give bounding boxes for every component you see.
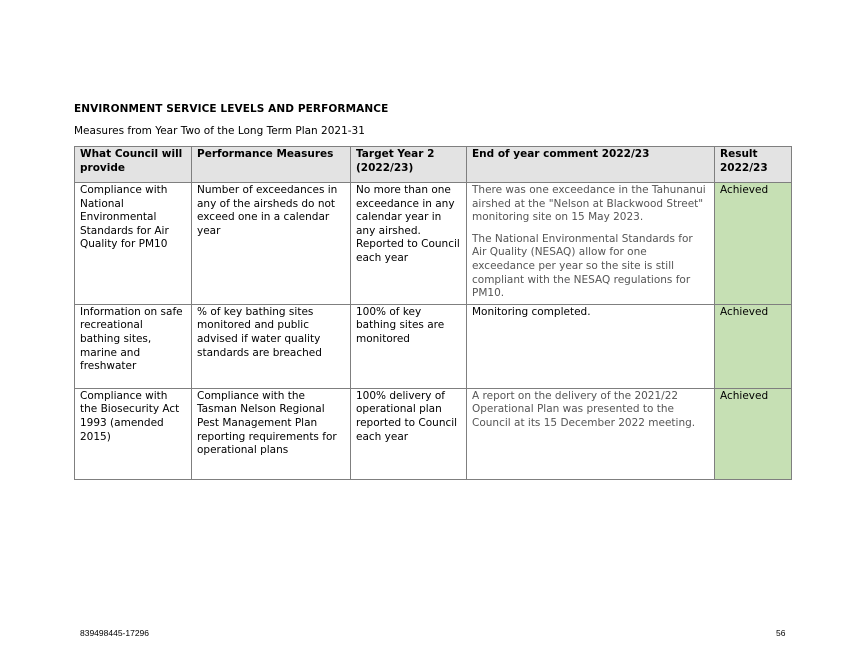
cell-provide: Information on safe recreational bathing sites, marine and freshwater (75, 304, 192, 388)
cell-target: 100% of key bathing sites are monitored (351, 304, 467, 388)
comment-paragraph: There was one exceedance in the Tahunanui airshed at the "Nelson at Blackwood Street" monitoring site on 15 May 2023. (472, 184, 706, 224)
cell-provide: Compliance with the Biosecurity Act 1993 (amended 2015) (75, 388, 192, 479)
footer-page-number: 56 (776, 628, 786, 638)
comment-paragraph: Monitoring completed. (472, 305, 591, 318)
header-what-council-will-provide: What Council will provide (75, 147, 192, 183)
comment-paragraph: A report on the delivery of the 2021/22 Operational Plan was presented to the Council at its 15 December 2022 meeting. (472, 389, 696, 429)
cell-comment (467, 183, 715, 305)
header-end-of-year-comment: End of year comment 2022/23 (467, 147, 715, 183)
header-target-year-2: Target Year 2 (2022/23) (351, 147, 467, 183)
table-row (75, 388, 792, 479)
cell-measure: % of key bathing sites monitored and public advised if water quality standards are breached (192, 304, 351, 388)
comment-paragraph: The National Environmental Standards for Air Quality (NESAQ) allow for one exceedance per year so the site is still compliant with the NESAQ regulations for PM10. (472, 232, 693, 300)
cell-comment (467, 304, 715, 388)
cell-measure: Compliance with the Tasman Nelson Regional Pest Management Plan reporting requirements for operational plans (192, 388, 351, 479)
cell-target: 100% delivery of operational plan reported to Council each year (351, 388, 467, 479)
cell-comment (467, 388, 715, 479)
header-result: Result 2022/23 (715, 147, 792, 183)
table-row (75, 183, 792, 305)
cell-target: No more than one exceedance in any calendar year in any airshed. Reported to Council each year (351, 183, 467, 305)
section-subheading: Measures from Year Two of the Long Term Plan 2021-31 (74, 125, 365, 137)
table-header-row (75, 147, 792, 183)
performance-table (74, 146, 792, 480)
footer-document-id: 839498445-17296 (80, 628, 150, 638)
table-row (75, 304, 792, 388)
cell-result-achieved: Achieved (715, 388, 792, 479)
cell-result-achieved: Achieved (715, 304, 792, 388)
cell-result-achieved: Achieved (715, 183, 792, 305)
cell-measure: Number of exceedances in any of the airsheds do not exceed one in a calendar year (192, 183, 351, 305)
section-heading: ENVIRONMENT SERVICE LEVELS AND PERFORMANCE (74, 103, 389, 115)
cell-provide: Compliance with National Environmental Standards for Air Quality for PM10 (75, 183, 192, 305)
header-performance-measures: Performance Measures (192, 147, 351, 183)
